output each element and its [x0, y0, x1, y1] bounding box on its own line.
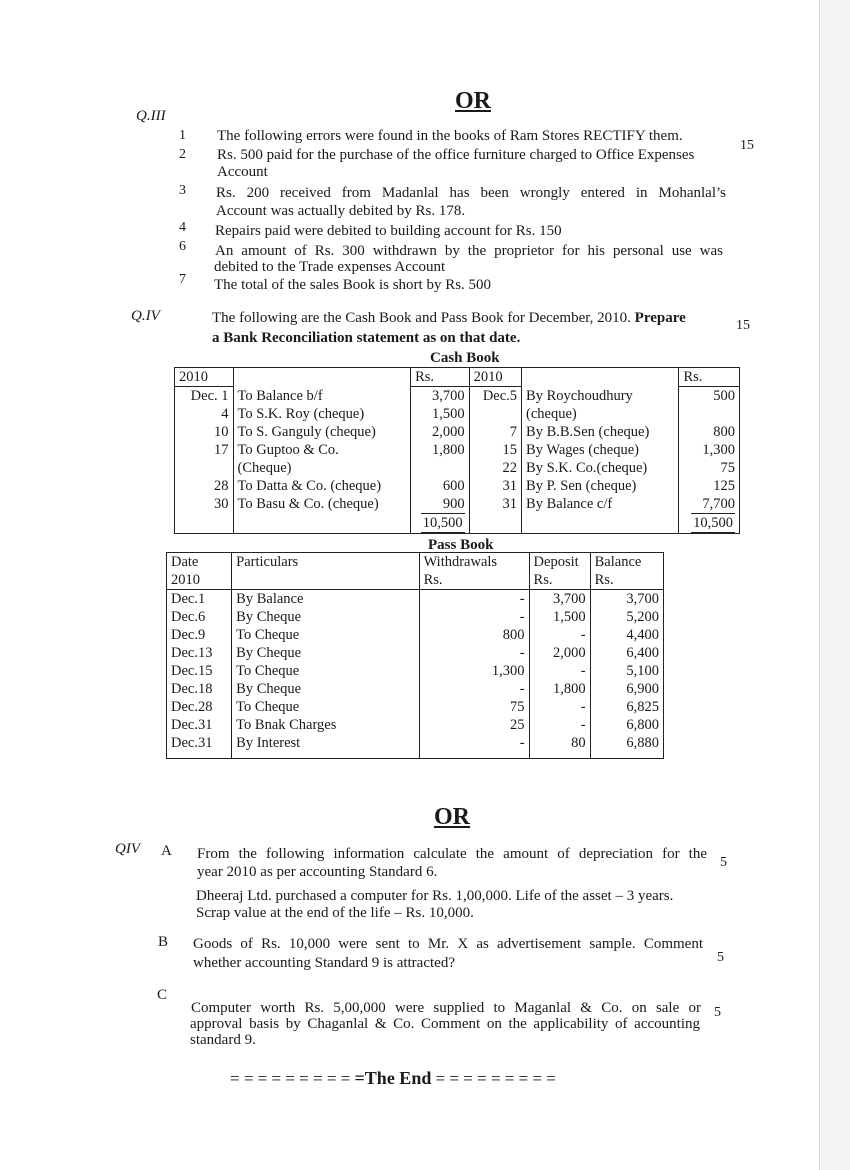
cash-right-amount	[679, 405, 740, 423]
cash-right-date: 7	[469, 423, 521, 441]
table-row	[175, 477, 740, 495]
pass-date: Dec.31	[167, 734, 232, 759]
table-row	[167, 662, 664, 680]
cash-left-date	[175, 459, 234, 477]
pass-balance: 6,900	[590, 680, 663, 698]
part-line-2: year 2010 as per accounting Standard 6.	[197, 864, 438, 880]
q4-intro-2: a Bank Reconciliation statement as on that date.	[212, 330, 521, 346]
cash-left-particular: (Cheque)	[233, 459, 411, 477]
pass-deposit: -	[529, 716, 590, 734]
pass-book-header	[167, 553, 664, 590]
cash-right-particular: By P. Sen (cheque)	[522, 477, 679, 495]
table-row	[167, 698, 664, 716]
q4-intro-text: The following are the Cash Book and Pass Book for December, 2010.	[212, 310, 631, 326]
cash-right-particular: By B.B.Sen (cheque)	[522, 423, 679, 441]
pass-deposit: -	[529, 698, 590, 716]
pass-balance: 5,100	[590, 662, 663, 680]
cash-left-particular: To S. Ganguly (cheque)	[233, 423, 411, 441]
pass-particular: By Balance	[232, 590, 419, 609]
cash-right-amount: 800	[679, 423, 740, 441]
pass-date: Dec.28	[167, 698, 232, 716]
pass-h-rs: Rs.	[594, 572, 614, 588]
item-text-2: Account	[217, 164, 268, 180]
pass-deposit: 1,500	[529, 608, 590, 626]
item-number: 4	[179, 220, 186, 235]
table-row	[167, 590, 664, 609]
q3-label: Q.III	[136, 108, 166, 124]
part-line-2: whether accounting Standard 9 is attracted?	[193, 955, 455, 971]
cash-left-date: Dec. 1	[175, 387, 234, 406]
cash-left-particular: To S.K. Roy (cheque)	[233, 405, 411, 423]
cash-year-right: 2010	[469, 368, 521, 387]
pass-particular: To Cheque	[232, 698, 419, 716]
item-text-2: Account was actually debited by Rs. 178.	[216, 203, 466, 219]
pass-particular: By Cheque	[232, 608, 419, 626]
pass-particular: To Bnak Charges	[232, 716, 419, 734]
pass-particular: By Cheque	[232, 680, 419, 698]
part-letter: B	[158, 934, 169, 950]
part-line-1: Computer worth Rs. 5,00,000 were supplied to Maganlal & Co. on sale or	[191, 1000, 701, 1016]
pass-particular: By Interest	[232, 734, 419, 759]
pass-balance: 5,200	[590, 608, 663, 626]
cash-right-date: 31	[469, 495, 521, 513]
item-number: 6	[179, 239, 186, 254]
table-row	[175, 441, 740, 459]
or-heading-1: OR	[455, 88, 491, 114]
pass-balance: 6,825	[590, 698, 663, 716]
cash-left-date: 28	[175, 477, 234, 495]
pass-balance: 4,400	[590, 626, 663, 644]
part-line-1: Goods of Rs. 10,000 were sent to Mr. X as advertisement sample. Comment	[193, 936, 703, 952]
pass-particular: To Cheque	[232, 626, 419, 644]
item-text: The total of the sales Book is short by Rs. 500	[214, 277, 492, 293]
cash-right-amount: 7,700	[679, 495, 740, 513]
cash-book-header	[175, 368, 740, 387]
part-line-1: From the following information calculate the amount of depreciation for the	[197, 846, 707, 862]
pass-h-date: Date	[171, 554, 199, 570]
pass-date: Dec.6	[167, 608, 232, 626]
table-row	[175, 495, 740, 513]
pass-h-particulars: Particulars	[232, 553, 419, 590]
pass-balance: 3,700	[590, 590, 663, 609]
cash-right-amount: 75	[679, 459, 740, 477]
cash-left-date: 17	[175, 441, 234, 459]
q4-intro-bold: Prepare	[634, 310, 686, 326]
pass-date: Dec.15	[167, 662, 232, 680]
cash-year-left: 2010	[175, 368, 234, 387]
pass-deposit: 2,000	[529, 644, 590, 662]
part-marks: 5	[717, 950, 724, 965]
part-line-2: approval basis by Chaganlal & Co. Comment on the applicability of accounting	[190, 1016, 700, 1032]
cash-right-amount: 125	[679, 477, 740, 495]
cash-left-amount: 2,000	[411, 423, 470, 441]
pass-date: Dec.18	[167, 680, 232, 698]
pass-deposit: -	[529, 662, 590, 680]
part-line-3: standard 9.	[190, 1032, 256, 1048]
part-line-3: Dheeraj Ltd. purchased a computer for Rs. 1,00,000. Life of the asset – 3 years.	[196, 888, 674, 904]
pass-withdrawal: 75	[419, 698, 529, 716]
pass-h-rs: Rs.	[423, 572, 443, 588]
cash-left-amount	[411, 459, 470, 477]
cash-right-particular: By Wages (cheque)	[522, 441, 679, 459]
pass-withdrawal: -	[419, 680, 529, 698]
cash-right-date: 31	[469, 477, 521, 495]
part-line-4: Scrap value at the end of the life – Rs. 10,000.	[196, 905, 474, 921]
cash-right-particular: By S.K. Co.(cheque)	[522, 459, 679, 477]
pass-book-title: Pass Book	[428, 537, 494, 553]
table-row	[167, 734, 664, 759]
cash-right-amount: 500	[679, 387, 740, 406]
table-row	[175, 405, 740, 423]
cash-left-particular: To Balance b/f	[233, 387, 411, 406]
pass-balance: 6,880	[590, 734, 663, 759]
item-text-2: debited to the Trade expenses Account	[214, 259, 446, 275]
pass-withdrawal: -	[419, 734, 529, 759]
cash-left-amount: 600	[411, 477, 470, 495]
pass-particular: By Cheque	[232, 644, 419, 662]
item-text: Rs. 200 received from Madanlal has been wrongly entered in Mohanlal’s	[216, 185, 726, 201]
end-rule-left: = = = = = = = = =	[230, 1069, 351, 1088]
page-edge	[819, 0, 850, 1170]
cash-right-particular: By Balance c/f	[522, 495, 679, 513]
table-row	[167, 626, 664, 644]
pass-date: Dec.1	[167, 590, 232, 609]
pass-withdrawal: 800	[419, 626, 529, 644]
cash-rs-right: Rs.	[679, 368, 740, 387]
cash-left-amount: 1,500	[411, 405, 470, 423]
cash-book-title: Cash Book	[430, 350, 500, 366]
cash-left-amount: 3,700	[411, 387, 470, 406]
item-text: An amount of Rs. 300 withdrawn by the proprietor for his personal use was	[215, 243, 723, 259]
cash-right-date: 15	[469, 441, 521, 459]
cash-book-totals	[175, 513, 740, 534]
pass-deposit: 1,800	[529, 680, 590, 698]
cash-right-particular: By Roychoudhury	[522, 387, 679, 406]
cash-left-date: 10	[175, 423, 234, 441]
q4-intro	[212, 310, 686, 327]
item-text: Repairs paid were debited to building account for Rs. 150	[215, 223, 562, 239]
pass-balance: 6,800	[590, 716, 663, 734]
q4-label: Q.IV	[131, 308, 160, 324]
q4alt-label: QIV	[115, 841, 140, 857]
table-row	[167, 680, 664, 698]
cash-left-amount: 900	[411, 495, 470, 513]
cash-left-amount: 1,800	[411, 441, 470, 459]
cash-right-total: 10,500	[693, 515, 733, 531]
q3-marks: 15	[740, 138, 754, 153]
item-text: The following errors were found in the books of Ram Stores RECTIFY them.	[217, 128, 683, 144]
table-row	[175, 387, 740, 406]
q4-marks: 15	[736, 318, 750, 333]
part-marks: 5	[714, 1005, 721, 1020]
pass-h-balance: Balance	[594, 554, 642, 570]
table-row	[175, 423, 740, 441]
table-row	[167, 608, 664, 626]
cash-right-date: 22	[469, 459, 521, 477]
pass-withdrawal: -	[419, 644, 529, 662]
pass-balance: 6,400	[590, 644, 663, 662]
cash-left-particular: To Datta & Co. (cheque)	[233, 477, 411, 495]
cash-rs-left: Rs.	[411, 368, 470, 387]
cash-left-date: 30	[175, 495, 234, 513]
pass-h-withdrawals: Withdrawals	[423, 554, 498, 570]
cash-left-particular: To Guptoo & Co.	[233, 441, 411, 459]
table-row	[167, 644, 664, 662]
cash-right-particular: (cheque)	[522, 405, 679, 423]
pass-date: Dec.9	[167, 626, 232, 644]
cash-left-date: 4	[175, 405, 234, 423]
item-number: 2	[179, 147, 186, 162]
end-rule-right: = = = = = = = = =	[435, 1069, 556, 1088]
end-line	[230, 1068, 556, 1089]
item-number: 1	[179, 128, 186, 143]
cash-left-particular: To Basu & Co. (cheque)	[233, 495, 411, 513]
table-row	[167, 716, 664, 734]
pass-h-deposit: Deposit	[533, 554, 579, 570]
pass-date: Dec.13	[167, 644, 232, 662]
pass-particular: To Cheque	[232, 662, 419, 680]
part-marks: 5	[720, 855, 727, 870]
cash-right-date: Dec.5	[469, 387, 521, 406]
item-number: 3	[179, 183, 186, 198]
item-text: Rs. 500 paid for the purchase of the office furniture charged to Office Expenses	[217, 147, 695, 163]
or-heading-2: OR	[434, 804, 470, 830]
table-row	[175, 459, 740, 477]
cash-right-amount: 1,300	[679, 441, 740, 459]
pass-deposit: 80	[529, 734, 590, 759]
pass-book-table	[166, 552, 664, 759]
part-letter: C	[157, 987, 168, 1003]
item-number: 7	[179, 272, 186, 287]
cash-book-table	[174, 367, 740, 534]
end-text: =The End	[354, 1068, 432, 1088]
pass-withdrawal: -	[419, 590, 529, 609]
pass-date: Dec.31	[167, 716, 232, 734]
pass-deposit: -	[529, 626, 590, 644]
part-letter: A	[161, 843, 172, 859]
cash-right-date	[469, 405, 521, 423]
pass-withdrawal: -	[419, 608, 529, 626]
pass-withdrawal: 1,300	[419, 662, 529, 680]
pass-withdrawal: 25	[419, 716, 529, 734]
pass-deposit: 3,700	[529, 590, 590, 609]
cash-left-total: 10,500	[422, 515, 463, 531]
pass-h-rs: Rs.	[533, 572, 553, 588]
pass-h-year: 2010	[171, 572, 200, 588]
